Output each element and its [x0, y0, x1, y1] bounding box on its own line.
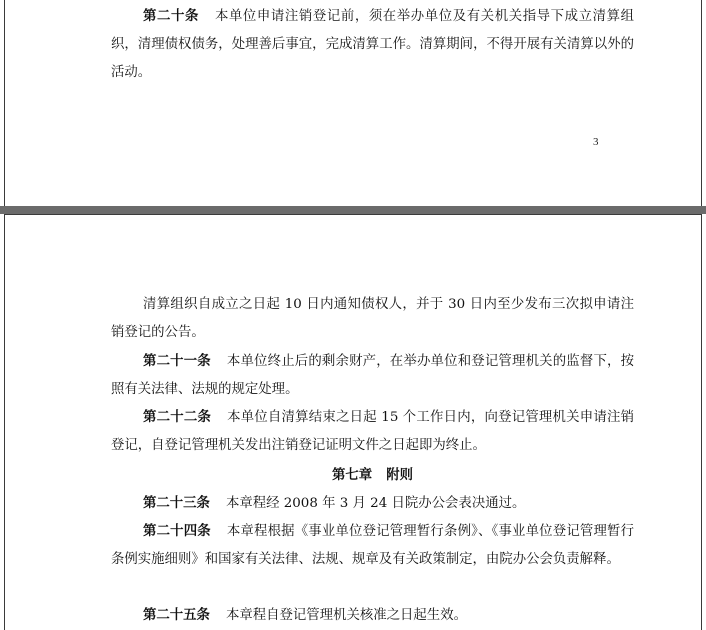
article-25 — [111, 601, 634, 630]
document-page-4 — [4, 214, 702, 630]
chapter-number: 第七章 — [332, 467, 373, 483]
article-text: 本章程经 2008 年 3 月 24 日院办公会表决通过。 — [225, 496, 526, 511]
article-text: 本单位申请注销登记前，须在举办单位及有关机关指导下成立清算组织，清理债权债务，处理善后事宜，完成清算工作。清算期间，不得开展有关清算以外的活动。 — [111, 9, 634, 80]
article-heading: 第二十一条 — [143, 353, 211, 369]
article-heading: 第二十三条 — [143, 495, 210, 511]
article-22 — [111, 403, 634, 460]
article-24 — [111, 517, 634, 574]
article-23 — [111, 489, 634, 518]
article-text: 本章程自登记管理机关核准之日起生效。 — [225, 608, 467, 623]
article-21 — [111, 347, 634, 404]
chapter-title: 附则 — [386, 467, 413, 483]
continuation-paragraph: 清算组织自成立之日起 10 日内通知债权人，并于 30 日内至少发布三次拟申请注销登记的公告。 — [111, 297, 634, 340]
document-page-3 — [4, 0, 702, 206]
article-heading: 第二十五条 — [143, 607, 210, 623]
article-text: 本单位终止后的剩余财产，在举办单位和登记管理机关的监督下，按照有关法律、法规的规定处理。 — [111, 354, 635, 397]
article-text: 本章程根据《事业单位登记管理暂行条例》、《事业单位登记管理暂行条例实施细则》和国家有关法律、法规、规章及有关政策制定，由院办公会负责解释。 — [111, 524, 634, 567]
chapter-heading — [111, 461, 634, 489]
article-heading: 第二十二条 — [143, 409, 212, 425]
page-number: 3 — [593, 136, 599, 148]
article-text: 本单位自清算结束之日起 15 个工作日内，向登记管理机关申请注销登记，自登记管理机关发出注销登记证明文件之日起即为终止。 — [111, 410, 635, 453]
article-20 — [111, 2, 634, 87]
page-separator — [0, 206, 706, 214]
article-heading: 第二十条 — [143, 8, 199, 24]
article-heading: 第二十四条 — [143, 523, 211, 539]
